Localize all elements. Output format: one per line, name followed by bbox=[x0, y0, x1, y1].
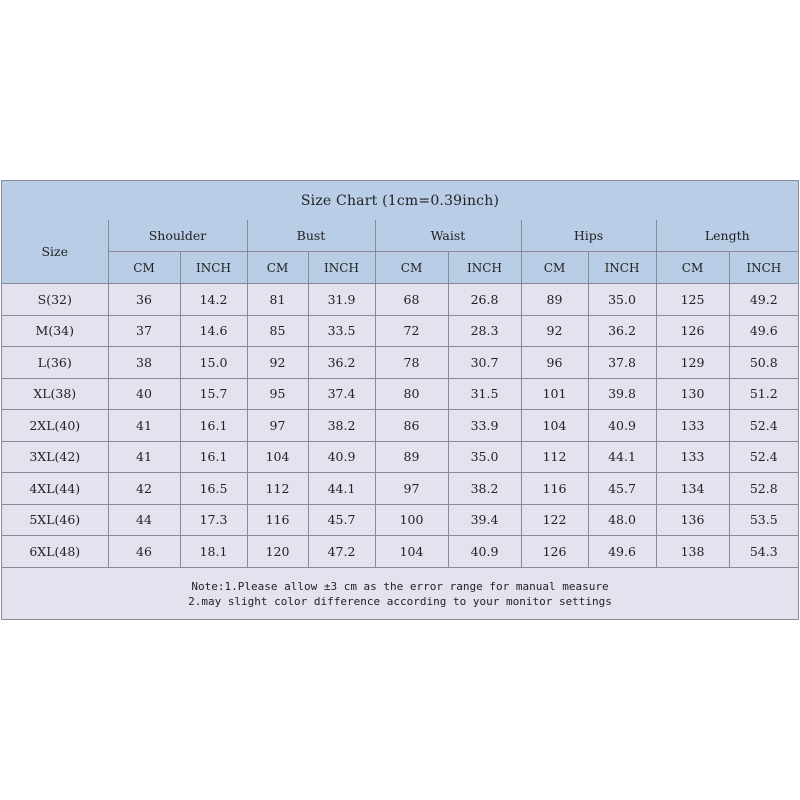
table-row bbox=[2, 315, 798, 347]
table-row bbox=[2, 347, 798, 379]
measurement-cell: 16.1 bbox=[180, 441, 247, 473]
measurement-cell: 52.4 bbox=[729, 441, 798, 473]
measurement-cell: 80 bbox=[375, 378, 448, 410]
measurement-cell: 31.5 bbox=[448, 378, 521, 410]
measurement-cell: 54.3 bbox=[729, 536, 798, 568]
measurement-cell: 49.6 bbox=[588, 536, 656, 568]
measurement-cell: 14.2 bbox=[180, 284, 247, 316]
measurement-cell: 104 bbox=[247, 441, 308, 473]
measurement-cell: 39.4 bbox=[448, 504, 521, 536]
table-row bbox=[2, 378, 798, 410]
unit-header-cm: CM bbox=[656, 252, 729, 284]
measurement-cell: 35.0 bbox=[448, 441, 521, 473]
measurement-cell: 96 bbox=[521, 347, 588, 379]
unit-header-inch: INCH bbox=[180, 252, 247, 284]
measurement-cell: 116 bbox=[247, 504, 308, 536]
measurement-cell: 129 bbox=[656, 347, 729, 379]
measurement-cell: 97 bbox=[375, 473, 448, 505]
table-row bbox=[2, 473, 798, 505]
unit-header-inch: INCH bbox=[448, 252, 521, 284]
measurement-cell: 37 bbox=[108, 315, 180, 347]
size-label-cell: S(32) bbox=[2, 284, 108, 316]
measurement-cell: 53.5 bbox=[729, 504, 798, 536]
size-label-cell: L(36) bbox=[2, 347, 108, 379]
measurement-cell: 122 bbox=[521, 504, 588, 536]
measurement-cell: 50.8 bbox=[729, 347, 798, 379]
table-row bbox=[2, 536, 798, 568]
measurement-cell: 72 bbox=[375, 315, 448, 347]
measurement-cell: 101 bbox=[521, 378, 588, 410]
measurement-cell: 112 bbox=[247, 473, 308, 505]
unit-header-inch: INCH bbox=[308, 252, 375, 284]
measurement-cell: 86 bbox=[375, 410, 448, 442]
note-line-1: Note:1.Please allow ±3 cm as the error range for manual measure bbox=[191, 580, 609, 593]
measurement-cell: 136 bbox=[656, 504, 729, 536]
measurement-cell: 92 bbox=[521, 315, 588, 347]
measurement-cell: 17.3 bbox=[180, 504, 247, 536]
measurement-cell: 15.7 bbox=[180, 378, 247, 410]
measurement-cell: 51.2 bbox=[729, 378, 798, 410]
measurement-cell: 49.6 bbox=[729, 315, 798, 347]
measurement-cell: 104 bbox=[375, 536, 448, 568]
measurement-cell: 36.2 bbox=[588, 315, 656, 347]
size-label-cell: XL(38) bbox=[2, 378, 108, 410]
group-header-bust: Bust bbox=[247, 220, 375, 252]
size-label-cell: 4XL(44) bbox=[2, 473, 108, 505]
measurement-cell: 30.7 bbox=[448, 347, 521, 379]
measurement-cell: 126 bbox=[521, 536, 588, 568]
notes bbox=[2, 567, 798, 620]
table-row bbox=[2, 504, 798, 536]
group-header-hips: Hips bbox=[521, 220, 656, 252]
measurement-cell: 133 bbox=[656, 410, 729, 442]
unit-header-cm: CM bbox=[108, 252, 180, 284]
measurement-cell: 26.8 bbox=[448, 284, 521, 316]
table-row bbox=[2, 284, 798, 316]
measurement-cell: 116 bbox=[521, 473, 588, 505]
group-header-row bbox=[2, 220, 798, 252]
measurement-cell: 92 bbox=[247, 347, 308, 379]
measurement-cell: 104 bbox=[521, 410, 588, 442]
measurement-cell: 38 bbox=[108, 347, 180, 379]
measurement-cell: 44.1 bbox=[588, 441, 656, 473]
chart-title: Size Chart (1cm=0.39inch) bbox=[2, 181, 798, 221]
measurement-cell: 33.9 bbox=[448, 410, 521, 442]
unit-header-cm: CM bbox=[521, 252, 588, 284]
measurement-cell: 37.4 bbox=[308, 378, 375, 410]
measurement-cell: 40.9 bbox=[448, 536, 521, 568]
size-label-cell: 3XL(42) bbox=[2, 441, 108, 473]
measurement-cell: 47.2 bbox=[308, 536, 375, 568]
size-label-cell: 5XL(46) bbox=[2, 504, 108, 536]
measurement-cell: 46 bbox=[108, 536, 180, 568]
measurement-cell: 89 bbox=[375, 441, 448, 473]
measurement-cell: 95 bbox=[247, 378, 308, 410]
size-chart bbox=[1, 180, 799, 620]
measurement-cell: 40.9 bbox=[308, 441, 375, 473]
measurement-cell: 52.8 bbox=[729, 473, 798, 505]
measurement-cell: 15.0 bbox=[180, 347, 247, 379]
size-label-cell: M(34) bbox=[2, 315, 108, 347]
measurement-cell: 35.0 bbox=[588, 284, 656, 316]
measurement-cell: 40 bbox=[108, 378, 180, 410]
measurement-cell: 37.8 bbox=[588, 347, 656, 379]
size-header: Size bbox=[2, 220, 108, 284]
measurement-cell: 89 bbox=[521, 284, 588, 316]
measurement-cell: 49.2 bbox=[729, 284, 798, 316]
note-line-2: 2.may slight color difference according to your monitor settings bbox=[188, 595, 612, 608]
measurement-cell: 42 bbox=[108, 473, 180, 505]
measurement-cell: 40.9 bbox=[588, 410, 656, 442]
size-label-cell: 2XL(40) bbox=[2, 410, 108, 442]
size-table bbox=[2, 220, 798, 568]
measurement-cell: 16.1 bbox=[180, 410, 247, 442]
measurement-cell: 120 bbox=[247, 536, 308, 568]
measurement-cell: 125 bbox=[656, 284, 729, 316]
size-label-cell: 6XL(48) bbox=[2, 536, 108, 568]
measurement-cell: 100 bbox=[375, 504, 448, 536]
unit-header-inch: INCH bbox=[729, 252, 798, 284]
measurement-cell: 36 bbox=[108, 284, 180, 316]
measurement-cell: 112 bbox=[521, 441, 588, 473]
measurement-cell: 38.2 bbox=[308, 410, 375, 442]
unit-header-cm: CM bbox=[247, 252, 308, 284]
table-body bbox=[2, 284, 798, 568]
measurement-cell: 36.2 bbox=[308, 347, 375, 379]
measurement-cell: 33.5 bbox=[308, 315, 375, 347]
measurement-cell: 48.0 bbox=[588, 504, 656, 536]
table-row bbox=[2, 441, 798, 473]
measurement-cell: 85 bbox=[247, 315, 308, 347]
measurement-cell: 78 bbox=[375, 347, 448, 379]
table-row bbox=[2, 410, 798, 442]
measurement-cell: 16.5 bbox=[180, 473, 247, 505]
measurement-cell: 134 bbox=[656, 473, 729, 505]
measurement-cell: 28.3 bbox=[448, 315, 521, 347]
measurement-cell: 38.2 bbox=[448, 473, 521, 505]
measurement-cell: 39.8 bbox=[588, 378, 656, 410]
measurement-cell: 31.9 bbox=[308, 284, 375, 316]
unit-header-cm: CM bbox=[375, 252, 448, 284]
measurement-cell: 44 bbox=[108, 504, 180, 536]
measurement-cell: 68 bbox=[375, 284, 448, 316]
measurement-cell: 138 bbox=[656, 536, 729, 568]
measurement-cell: 45.7 bbox=[308, 504, 375, 536]
measurement-cell: 41 bbox=[108, 410, 180, 442]
measurement-cell: 52.4 bbox=[729, 410, 798, 442]
group-header-length: Length bbox=[656, 220, 798, 252]
group-header-shoulder: Shoulder bbox=[108, 220, 247, 252]
measurement-cell: 133 bbox=[656, 441, 729, 473]
measurement-cell: 130 bbox=[656, 378, 729, 410]
measurement-cell: 44.1 bbox=[308, 473, 375, 505]
measurement-cell: 18.1 bbox=[180, 536, 247, 568]
group-header-waist: Waist bbox=[375, 220, 521, 252]
measurement-cell: 14.6 bbox=[180, 315, 247, 347]
measurement-cell: 97 bbox=[247, 410, 308, 442]
unit-header-inch: INCH bbox=[588, 252, 656, 284]
measurement-cell: 126 bbox=[656, 315, 729, 347]
measurement-cell: 41 bbox=[108, 441, 180, 473]
measurement-cell: 45.7 bbox=[588, 473, 656, 505]
measurement-cell: 81 bbox=[247, 284, 308, 316]
unit-header-row bbox=[2, 252, 798, 284]
